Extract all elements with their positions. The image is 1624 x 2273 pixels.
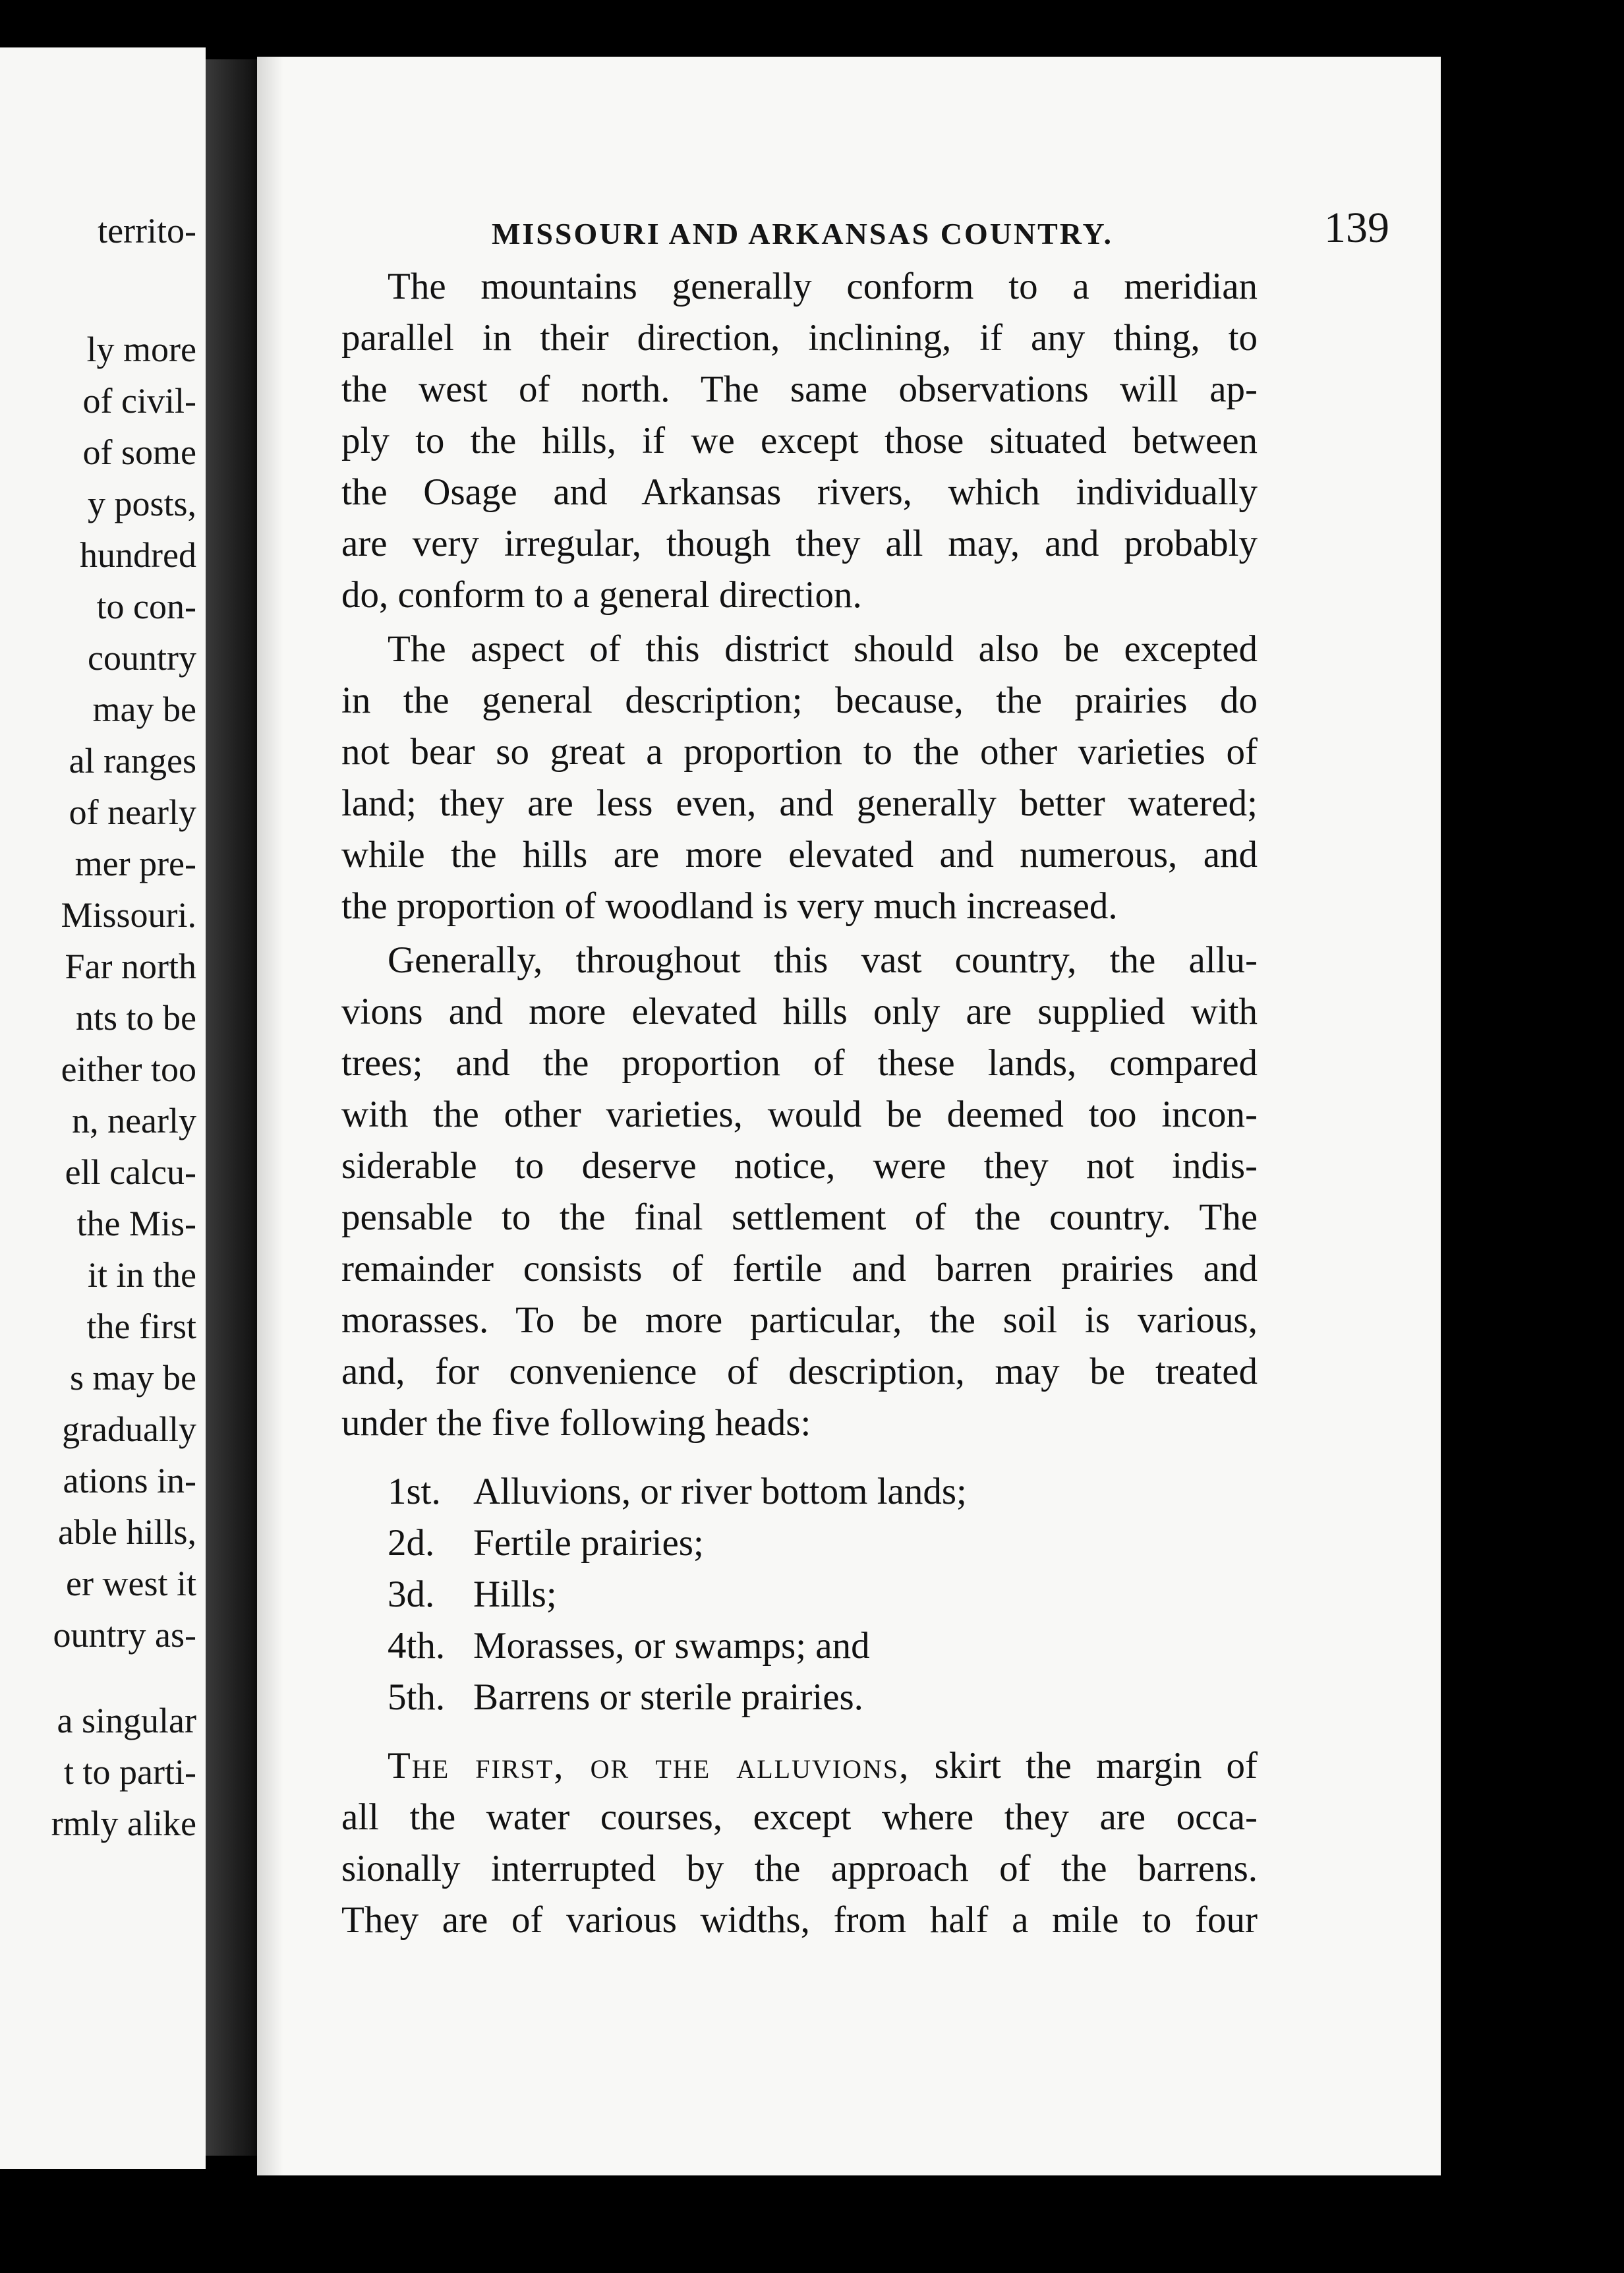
- left-page-line: al ranges: [69, 741, 196, 781]
- left-page-line: s may be: [70, 1358, 196, 1398]
- lead-continuation: skirt the margin of: [910, 1745, 1258, 1786]
- paragraph-1-line: are very irregular, though they all may, and probably: [341, 523, 1258, 564]
- left-facing-page: [0, 47, 206, 2169]
- left-page-line: t to parti-: [64, 1752, 196, 1792]
- paragraph-4-line: They are of various widths, from half a mile to four: [341, 1899, 1258, 1941]
- left-page-line: mer pre-: [74, 844, 196, 883]
- soil-head-list-item: [388, 1620, 870, 1672]
- paragraph-3-line: pensable to the final settlement of the country. The: [341, 1196, 1258, 1238]
- paragraph-1-line: the Osage and Arkansas rivers, which individually: [341, 471, 1258, 513]
- paragraph-3-line: under the five following heads:: [341, 1402, 811, 1444]
- left-page-line: nts to be: [76, 998, 196, 1038]
- list-item-text: Fertile prairies;: [473, 1522, 704, 1564]
- left-page-line: the Mis-: [76, 1204, 196, 1243]
- left-page-line: hundred: [80, 535, 196, 575]
- small-caps-lead: The first, or the alluvions,: [388, 1745, 910, 1786]
- paragraph-4-line: sionally interrupted by the approach of the barrens.: [341, 1848, 1258, 1889]
- left-page-line: Missouri.: [61, 895, 196, 935]
- paragraph-3-line: trees; and the proportion of these lands, compared: [341, 1042, 1258, 1084]
- paragraph-2-line: the proportion of woodland is very much increased.: [341, 885, 1118, 927]
- left-page-line: of civil-: [82, 381, 196, 421]
- paragraph-2-line: while the hills are more elevated and numerous, and: [341, 834, 1258, 875]
- left-page-line: either too: [61, 1049, 196, 1089]
- left-page-line: ell calcu-: [65, 1152, 196, 1192]
- paragraph-1-line: parallel in their direction, inclining, if any thing, to: [341, 317, 1258, 359]
- paragraph-3-line: morasses. To be more particular, the soil is various,: [341, 1299, 1258, 1341]
- left-page-line: may be: [92, 690, 196, 729]
- paragraph-3-line: remainder consists of fertile and barren prairies and: [341, 1248, 1258, 1289]
- left-page-line: of some: [82, 432, 196, 472]
- left-page-line: a singular: [57, 1701, 196, 1740]
- list-item-number: 4th.: [388, 1625, 446, 1667]
- list-item-number: 3d.: [388, 1574, 435, 1615]
- left-page-line: able hills,: [58, 1512, 196, 1552]
- soil-head-list-item: [388, 1466, 967, 1518]
- running-head: [492, 189, 1389, 261]
- left-page-line: to con-: [96, 587, 196, 626]
- paragraph-3-line: Generally, throughout this vast country, the allu-: [388, 939, 1258, 981]
- paragraph-1-line: the west of north. The same observations will ap-: [341, 369, 1258, 410]
- header-title: MISSOURI AND ARKANSAS COUNTRY.: [492, 217, 1113, 251]
- list-item-text: Alluvions, or river bottom lands;: [473, 1471, 967, 1512]
- list-item-text: Barrens or sterile prairies.: [473, 1676, 863, 1718]
- left-page-line: gradually: [62, 1409, 196, 1449]
- paragraph-3-line: vions and more elevated hills only are supplied with: [341, 991, 1258, 1032]
- soil-head-list-item: [388, 1672, 863, 1723]
- left-page-line: it in the: [88, 1255, 196, 1295]
- paragraph-1-line: ply to the hills, if we except those situated between: [341, 420, 1258, 461]
- page-fold-shadow: [257, 57, 283, 2175]
- left-page-line: ountry as-: [53, 1615, 196, 1655]
- left-page-line: of nearly: [69, 792, 196, 832]
- right-page: [257, 57, 1441, 2175]
- paragraph-3-line: with the other varieties, would be deemed too incon-: [341, 1094, 1258, 1135]
- left-page-line: y posts,: [87, 484, 196, 523]
- left-page-line: er west it: [66, 1564, 196, 1603]
- paragraph-1-line: The mountains generally conform to a meridian: [388, 266, 1258, 307]
- paragraph-1-line: do, conform to a general direction.: [341, 574, 862, 616]
- list-item-number: 1st.: [388, 1471, 441, 1512]
- paragraph-3-line: siderable to deserve notice, were they not indis-: [341, 1145, 1258, 1187]
- paragraph-2-line: land; they are less even, and generally better watered;: [341, 782, 1258, 824]
- paragraph-4-line: all the water courses, except where they are occa-: [341, 1796, 1258, 1838]
- left-page-line: country: [88, 638, 196, 678]
- paragraph-3-line: and, for convenience of description, may be treated: [341, 1351, 1258, 1392]
- list-item-number: 5th.: [388, 1676, 446, 1718]
- left-page-line: ly more: [86, 330, 196, 369]
- left-page-line: Far north: [65, 947, 196, 986]
- paragraph-2-line: in the general description; because, the prairies do: [341, 680, 1258, 721]
- list-item-text: Hills;: [473, 1574, 557, 1615]
- list-item-text: Morasses, or swamps; and: [473, 1625, 870, 1667]
- left-page-line: ations in-: [63, 1461, 196, 1500]
- list-item-number: 2d.: [388, 1522, 435, 1564]
- paragraph-2-line: The aspect of this district should also be excepted: [388, 628, 1258, 670]
- soil-head-list-item: [388, 1518, 704, 1569]
- left-page-line: n, nearly: [72, 1101, 196, 1140]
- paragraph-4-line: [341, 1740, 1258, 1792]
- soil-head-list-item: [388, 1569, 557, 1620]
- left-page-line: the first: [86, 1307, 196, 1346]
- page-number: 139: [1324, 204, 1389, 252]
- left-page-line: rmly alike: [51, 1804, 196, 1843]
- paragraph-2-line: not bear so great a proportion to the other varieties of: [341, 731, 1258, 773]
- left-page-line: territo-: [98, 211, 196, 251]
